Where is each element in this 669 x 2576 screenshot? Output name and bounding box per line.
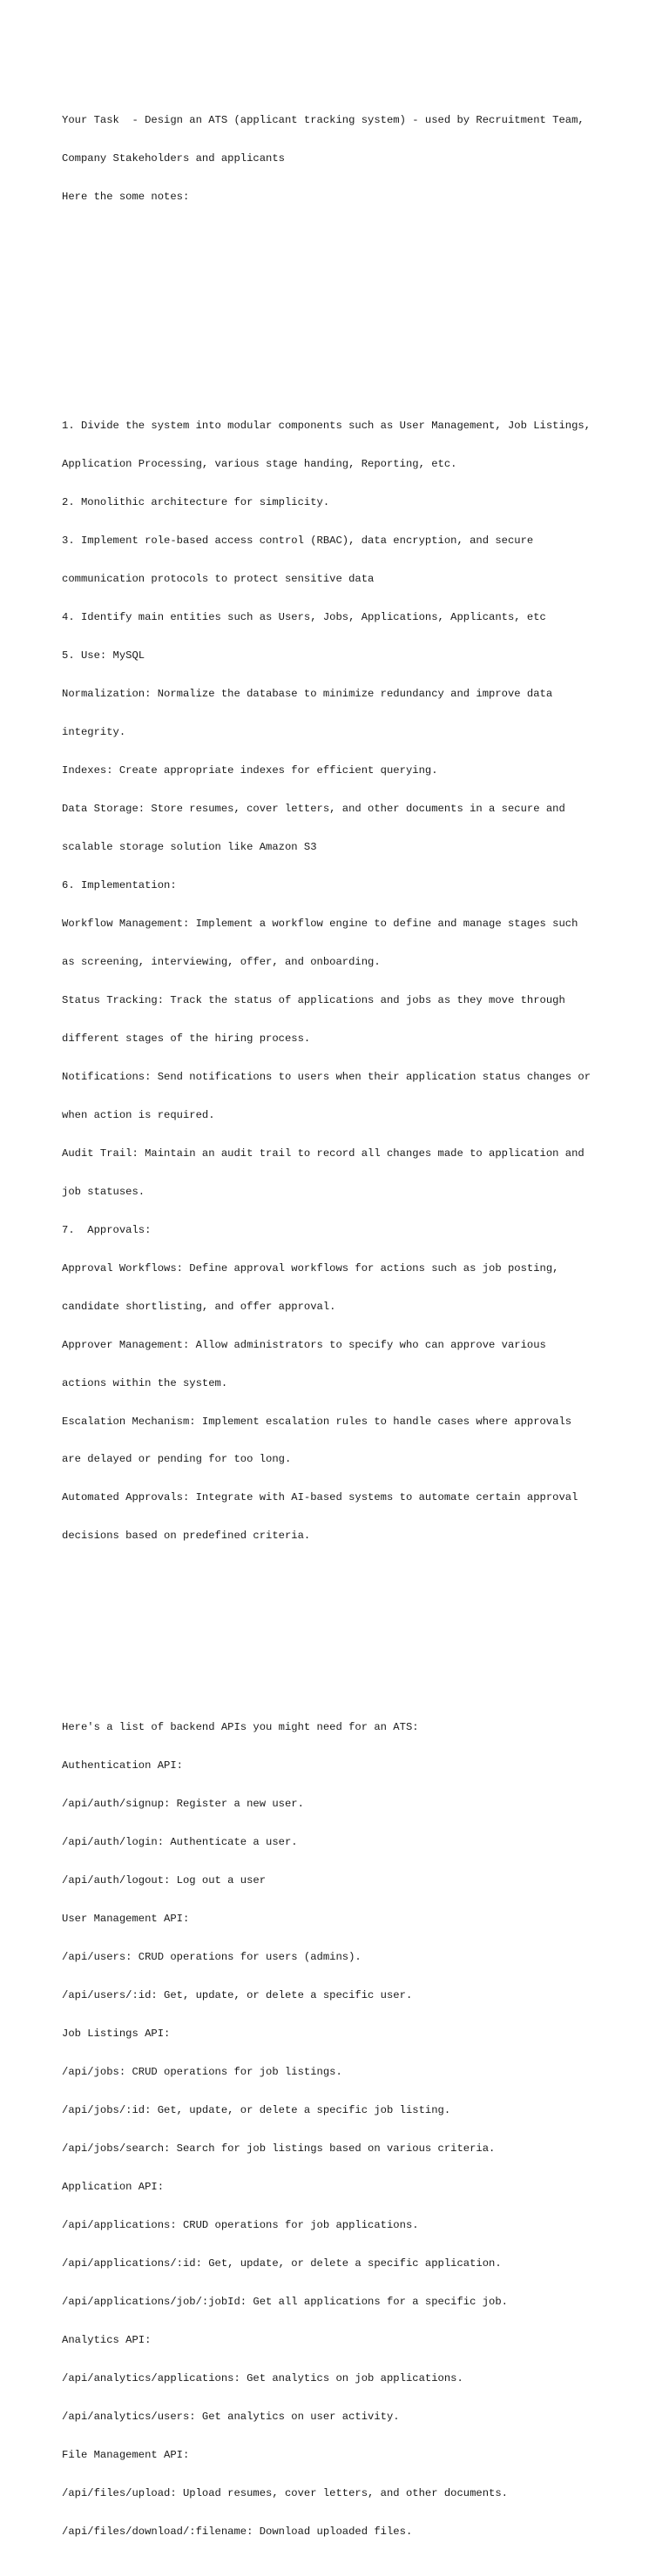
api-section [62, 1696, 654, 2564]
note-line: 1. Divide the system into modular components such as User Management, Job Listings, [62, 420, 591, 433]
task-title-line: Your Task - Design an ATS (applicant tracking system) - used by Recruitment Team, [62, 113, 585, 126]
note-line: 4. Identify main entities such as Users, Jobs, Applications, Applicants, etc [62, 611, 546, 624]
note-line: Approval Workflows: Define approval workflows for actions such as job posting, [62, 1261, 559, 1275]
note-line: scalable storage solution like Amazon S3 [62, 840, 317, 853]
note-line: Notifications: Send notifications to users when their application status changes or [62, 1070, 591, 1083]
note-line: 2. Monolithic architecture for simplicity. [62, 496, 330, 509]
note-line: 5. Use: MySQL [62, 649, 145, 662]
api-line: /api/auth/logout: Log out a user [62, 1874, 267, 1887]
intro-section [62, 88, 654, 228]
api-line: /api/applications: CRUD operations for job applications. [62, 2218, 419, 2231]
api-line: /api/auth/signup: Register a new user. [62, 1798, 304, 1811]
blank-line [62, 343, 654, 356]
note-line: Normalization: Normalize the database to minimize redundancy and improve data [62, 688, 553, 701]
note-line: 7. Approvals: [62, 1223, 152, 1236]
note-line: actions within the system. [62, 1376, 228, 1389]
api-line: Job Listings API: [62, 2027, 171, 2040]
api-heading: Here's a list of backend APIs you might need for an ATS: [62, 1721, 419, 1734]
blank-line [62, 1644, 654, 1658]
note-line: different stages of the hiring process. [62, 1032, 311, 1045]
note-line: decisions based on predefined criteria. [62, 1530, 311, 1543]
api-line: /api/users/:id: Get, update, or delete a specific user. [62, 1989, 413, 2002]
api-line: /api/applications/job/:jobId: Get all applications for a specific job. [62, 2295, 508, 2308]
task-title-line: Company Stakeholders and applicants [62, 151, 285, 165]
note-line: 3. Implement role-based access control (RBAC), data encryption, and secure [62, 535, 534, 548]
note-line: 6. Implementation: [62, 878, 177, 891]
note-line: job statuses. [62, 1185, 145, 1198]
notes-section [62, 394, 654, 1568]
note-line: candidate shortlisting, and offer approval. [62, 1300, 336, 1313]
note-line: integrity. [62, 726, 126, 739]
api-line: /api/applications/:id: Get, update, or delete a specific application. [62, 2257, 502, 2270]
api-line: /api/jobs/search: Search for job listings based on various criteria. [62, 2142, 496, 2155]
note-line: as screening, interviewing, offer, and onboarding. [62, 955, 381, 968]
blank-line [62, 1606, 654, 1619]
api-line: User Management API: [62, 1913, 190, 1926]
note-line: Application Processing, various stage handing, Reporting, etc. [62, 458, 457, 471]
api-line: /api/files/download/:filename: Download uploaded files. [62, 2525, 413, 2538]
api-line: /api/auth/login: Authenticate a user. [62, 1836, 298, 1849]
api-line: Application API: [62, 2180, 165, 2193]
note-line: communication protocols to protect sensitive data [62, 573, 375, 586]
note-line: Status Tracking: Track the status of applications and jobs as they move through [62, 993, 565, 1006]
api-line: /api/jobs/:id: Get, update, or delete a specific job listing. [62, 2103, 451, 2116]
note-line: when action is required. [62, 1108, 215, 1121]
note-line: are delayed or pending for too long. [62, 1453, 292, 1466]
api-line: Authentication API: [62, 1759, 183, 1772]
blank-line [62, 305, 654, 318]
api-line: Analytics API: [62, 2333, 152, 2346]
note-line: Audit Trail: Maintain an audit trail to record all changes made to application and [62, 1147, 585, 1160]
api-line: /api/jobs: CRUD operations for job listings. [62, 2065, 342, 2078]
document-page [62, 63, 654, 2576]
api-line: /api/analytics/applications: Get analytics on job applications. [62, 2371, 463, 2384]
api-line: /api/users: CRUD operations for users (admins). [62, 1951, 362, 1964]
note-line: Approver Management: Allow administrators to specify who can approve various [62, 1338, 546, 1351]
note-line: Automated Approvals: Integrate with AI-based systems to automate certain approval [62, 1491, 578, 1504]
api-line: File Management API: [62, 2448, 190, 2461]
note-line: Data Storage: Store resumes, cover letters, and other documents in a secure and [62, 803, 565, 816]
note-line: Escalation Mechanism: Implement escalation rules to handle cases where approvals [62, 1415, 572, 1428]
api-line: /api/analytics/users: Get analytics on user activity. [62, 2410, 400, 2423]
blank-line [62, 267, 654, 280]
note-line: Workflow Management: Implement a workflow engine to define and manage stages such [62, 917, 578, 930]
notes-heading: Here the some notes: [62, 190, 190, 203]
note-line: Indexes: Create appropriate indexes for efficient querying. [62, 764, 438, 777]
api-line: /api/files/upload: Upload resumes, cover letters, and other documents. [62, 2486, 508, 2499]
